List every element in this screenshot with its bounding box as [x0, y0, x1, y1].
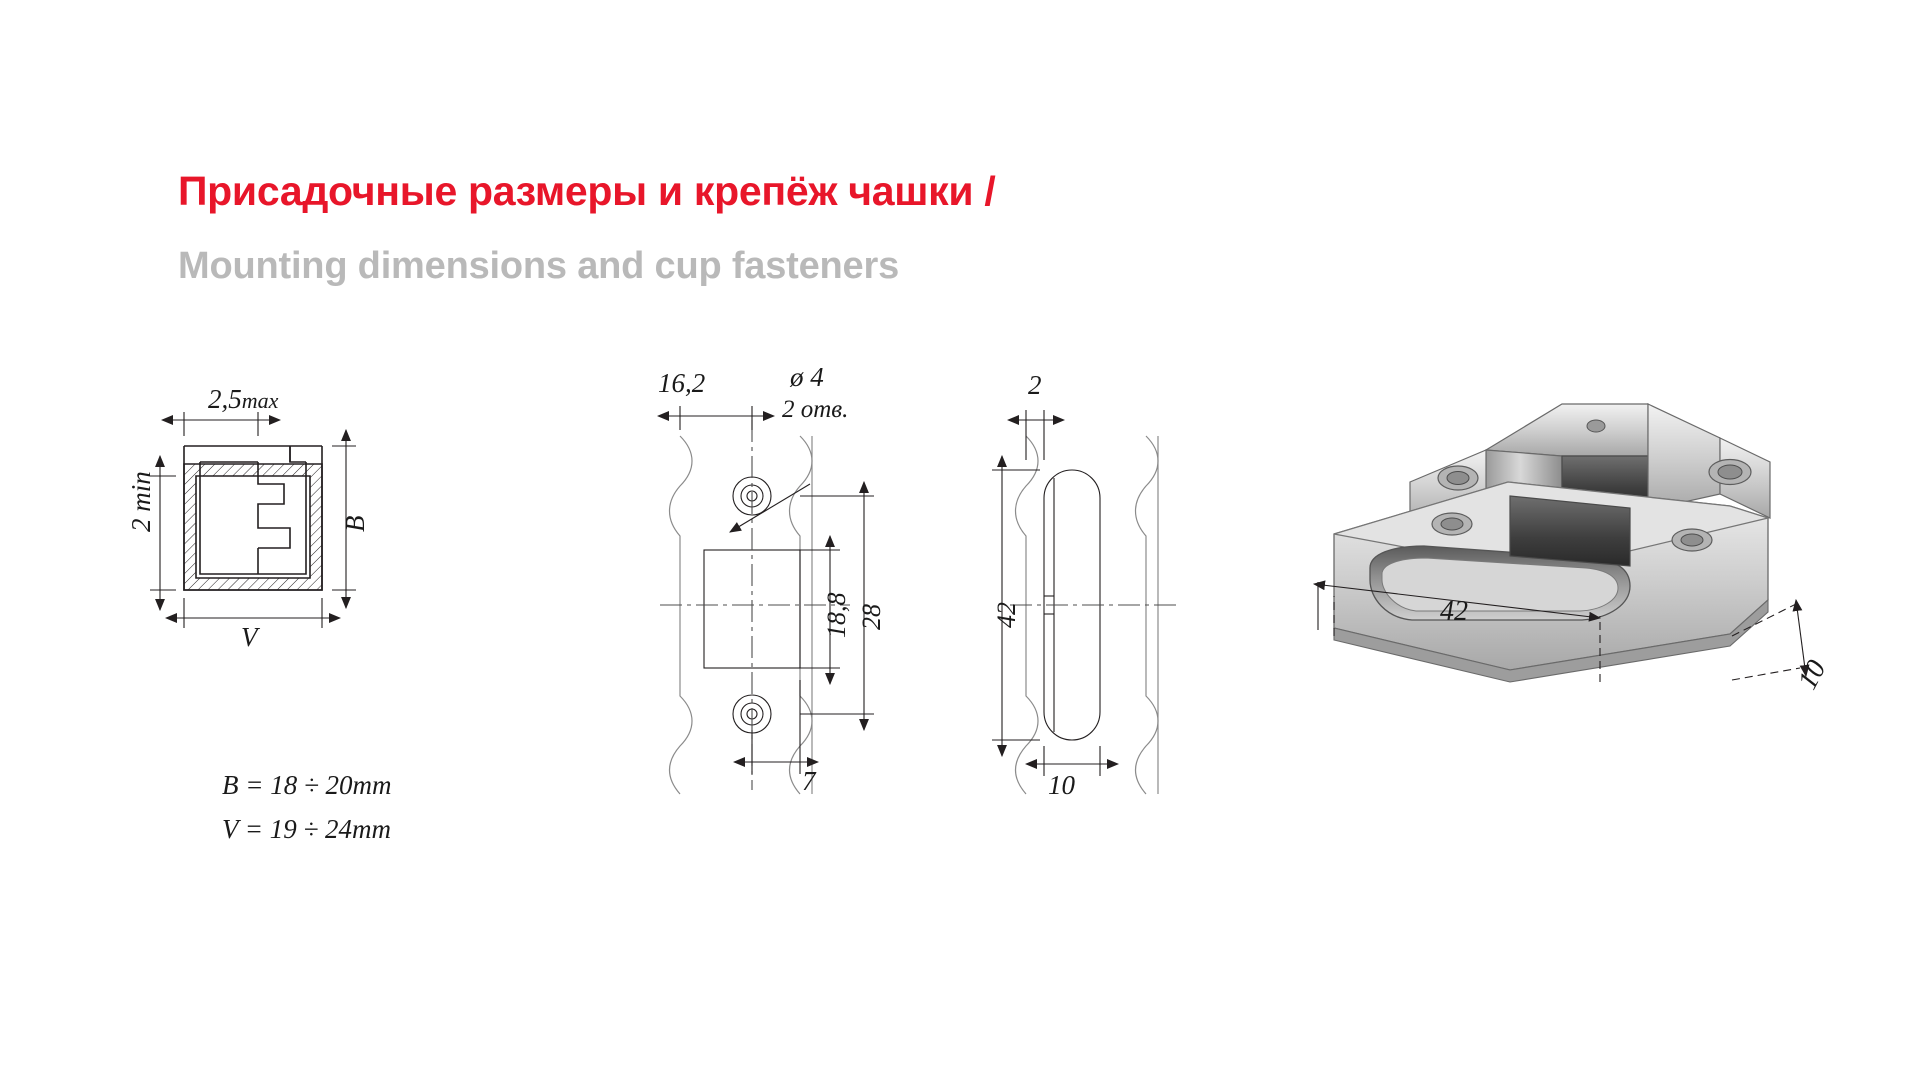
- dim-label-10-side: 10: [1048, 770, 1075, 800]
- iso-cup-body: [1334, 482, 1768, 682]
- page-title-en: Mounting dimensions and cup fasteners: [178, 245, 900, 287]
- dim-label-7: 7: [802, 766, 816, 796]
- dim-top-2-5: [162, 412, 280, 436]
- dim-label-16-2: 16,2: [658, 368, 706, 398]
- figure-profile-section: [126, 384, 500, 690]
- note-B-range: B = 18 ÷ 20mm: [222, 770, 392, 800]
- panel-outline: [670, 436, 813, 794]
- dim-2: [1008, 410, 1064, 460]
- figure-front-view: [658, 362, 1000, 800]
- dim-16-2: [658, 406, 774, 430]
- dim-label-right: B: [340, 515, 370, 532]
- dim-label-18-8: 18,8: [822, 592, 851, 638]
- dim-label-28: 28: [857, 604, 886, 630]
- dim-label-42-side: 42: [992, 602, 1021, 628]
- note-V-range: V = 19 ÷ 24mm: [222, 814, 392, 844]
- figure-iso-view: [1300, 390, 1860, 810]
- dim-label-hole-count: 2 отв.: [782, 396, 849, 423]
- dim-label-top: 2,5max: [208, 384, 279, 414]
- dim-label-bottom: V: [241, 622, 258, 652]
- dim-label-hole-dia: ø 4: [790, 362, 824, 392]
- figure-side-view: [992, 370, 1280, 800]
- dim-label-left: 2 min: [126, 471, 156, 532]
- dim-label-iso-10: 10: [1792, 655, 1833, 695]
- profile-outline: [184, 446, 322, 590]
- dim-label-iso-42: 42: [1440, 596, 1468, 627]
- page-title-ru: Присадочные размеры и крепёж чашки /: [178, 168, 996, 214]
- dim-label-2: 2: [1028, 370, 1042, 400]
- dim-7: [734, 680, 818, 774]
